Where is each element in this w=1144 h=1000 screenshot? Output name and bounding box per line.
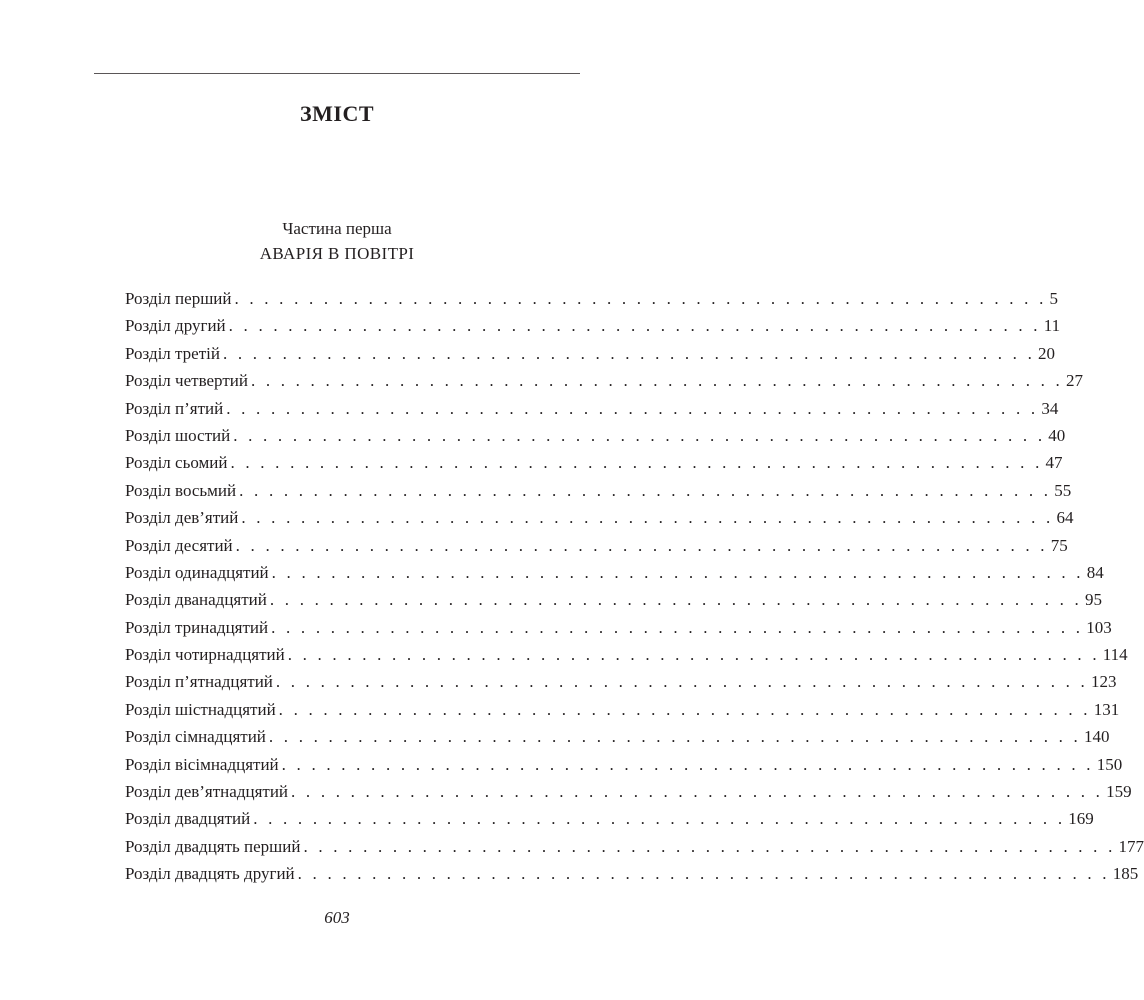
toc-leader: . . . . . . . . . . . . . . . . . . . . . . . . . . . . . . . . . . . . . . . . . . . . . . . . . . . . . . . <box>281 754 1094 774</box>
toc-entry-title: Розділ дев’ятий <box>125 508 239 528</box>
toc-entry-title: Розділ п’ятий <box>125 398 224 418</box>
toc-entry-page: 5 <box>1049 289 1059 308</box>
toc-entry-title: Розділ дванадцятий <box>125 590 267 610</box>
toc-leader: . . . . . . . . . . . . . . . . . . . . . . . . . . . . . . . . . . . . . . . . . . . . . . . . . . . . . . . <box>228 316 1041 336</box>
toc-entry[interactable] <box>125 614 1112 641</box>
toc-leader: . . . . . . . . . . . . . . . . . . . . . . . . . . . . . . . . . . . . . . . . . . . . . . . . . . . . . . . <box>271 617 1084 637</box>
toc-leader: . . . . . . . . . . . . . . . . . . . . . . . . . . . . . . . . . . . . . . . . . . . . . . . . . . . . . . . <box>278 699 1091 719</box>
toc-entry-page: 95 <box>1084 590 1102 610</box>
toc-entry[interactable] <box>125 449 1063 476</box>
toc-entry[interactable] <box>125 860 1139 887</box>
toc-leader: . . . . . . . . . . . . . . . . . . . . . . . . . . . . . . . . . . . . . . . . . . . . . . . . . . . . . . . <box>271 562 1084 582</box>
toc-entry-title: Розділ двадцятий <box>125 809 251 829</box>
toc-entry[interactable] <box>125 668 1117 695</box>
toc-entry-title: Розділ двадцять другий <box>125 864 295 884</box>
toc-entry-page: 75 <box>1050 535 1068 555</box>
toc-entry-page: 20 <box>1038 343 1056 363</box>
toc-entry-title: Розділ чотирнадцятий <box>125 645 285 665</box>
toc-entry[interactable] <box>125 805 1094 832</box>
toc-leader: . . . . . . . . . . . . . . . . . . . . . . . . . . . . . . . . . . . . . . . . . . . . . . . . . . . . . . . <box>275 672 1088 692</box>
toc-entry-page: 84 <box>1086 562 1104 582</box>
toc-entry[interactable] <box>125 395 1059 422</box>
toc-entry-title: Розділ сімнадцятий <box>125 727 266 747</box>
toc-entry[interactable] <box>125 641 1128 668</box>
toc-leader: . . . . . . . . . . . . . . . . . . . . . . . . . . . . . . . . . . . . . . . . . . . . . . . . . . . . . . . <box>297 864 1110 884</box>
toc-entry-page: 40 <box>1048 425 1066 445</box>
toc-leader: . . . . . . . . . . . . . . . . . . . . . . . . . . . . . . . . . . . . . . . . . . . . . . . . . . . . . . . <box>239 480 1052 500</box>
toc-entry-page: 114 <box>1102 645 1128 665</box>
toc-leader: . . . . . . . . . . . . . . . . . . . . . . . . . . . . . . . . . . . . . . . . . . . . . . . . . . . . . . . <box>230 453 1043 473</box>
toc-entry-title: Розділ сьомий <box>125 453 228 473</box>
toc-leader: . . . . . . . . . . . . . . . . . . . . . . . . . . . . . . . . . . . . . . . . . . . . . . . . . . . . . . . <box>235 535 1048 555</box>
toc-entry-title: Розділ шостий <box>125 425 231 445</box>
toc-entry[interactable] <box>125 422 1066 449</box>
page-number: 603 <box>324 908 350 927</box>
toc-entry[interactable] <box>125 532 1068 559</box>
toc-entry-page: 11 <box>1043 316 1061 336</box>
toc-leader: . . . . . . . . . . . . . . . . . . . . . . . . . . . . . . . . . . . . . . . . . . . . . . . . . . . . . . . <box>291 782 1104 802</box>
toc-entry[interactable] <box>125 340 1056 367</box>
toc-entry-page: 150 <box>1096 754 1123 774</box>
toc-entry-page: 34 <box>1041 398 1059 418</box>
toc-entry-page: 140 <box>1083 727 1110 747</box>
toc-leader: . . . . . . . . . . . . . . . . . . . . . . . . . . . . . . . . . . . . . . . . . . . . . . . . . . . . . . . <box>268 727 1081 747</box>
toc-entry-page: 64 <box>1056 508 1074 528</box>
toc-entry-title: Розділ другий <box>125 316 226 336</box>
toc-entry-title: Розділ третій <box>125 343 220 363</box>
toc-leader: . . . . . . . . . . . . . . . . . . . . . . . . . . . . . . . . . . . . . . . . . . . . . . . . . . . . . . . <box>222 343 1036 363</box>
toc-entry[interactable] <box>125 833 1144 860</box>
toc-entry[interactable] <box>125 559 1104 586</box>
toc-leader: . . . . . . . . . . . . . . . . . . . . . . . . . . . . . . . . . . . . . . . . . . . . . . . . . . . . . . . <box>303 836 1116 856</box>
page-title: ЗМІСТ <box>300 101 374 126</box>
toc-leader: . . . . . . . . . . . . . . . . . . . . . . . . . . . . . . . . . . . . . . . . . . . . . . . . . . . . . . . <box>250 371 1064 391</box>
toc-leader: . . . . . . . . . . . . . . . . . . . . . . . . . . . . . . . . . . . . . . . . . . . . . . . . . . . . . . . <box>287 645 1100 665</box>
toc-entry[interactable] <box>125 586 1102 613</box>
toc-entry-page: 185 <box>1112 864 1139 884</box>
part-title: АВАРІЯ В ПОВІТРІ <box>259 244 415 263</box>
toc-entry-title: Розділ тринадцятий <box>125 617 269 637</box>
toc-entry[interactable] <box>125 367 1084 394</box>
toc-entry-page: 103 <box>1086 617 1112 637</box>
table-of-contents <box>125 285 1144 888</box>
toc-leader: . . . . . . . . . . . . . . . . . . . . . . . . . . . . . . . . . . . . . . . . . . . . . . . . . . . . . . . <box>234 289 1047 308</box>
toc-entry-title: Розділ десятий <box>125 535 233 555</box>
toc-entry-title: Розділ дев’ятнадцятий <box>125 782 289 802</box>
toc-leader: . . . . . . . . . . . . . . . . . . . . . . . . . . . . . . . . . . . . . . . . . . . . . . . . . . . . . . . <box>253 809 1066 829</box>
toc-entry[interactable] <box>125 504 1074 531</box>
toc-entry-page: 123 <box>1090 672 1117 692</box>
toc-entry-page: 55 <box>1054 480 1072 500</box>
toc-leader: . . . . . . . . . . . . . . . . . . . . . . . . . . . . . . . . . . . . . . . . . . . . . . . . . . . . . . . <box>233 425 1046 445</box>
toc-entry-title: Розділ двадцять перший <box>125 836 301 856</box>
toc-leader: . . . . . . . . . . . . . . . . . . . . . . . . . . . . . . . . . . . . . . . . . . . . . . . . . . . . . . . <box>226 398 1039 418</box>
toc-entry[interactable] <box>125 696 1120 723</box>
toc-leader: . . . . . . . . . . . . . . . . . . . . . . . . . . . . . . . . . . . . . . . . . . . . . . . . . . . . . . . <box>269 590 1082 610</box>
toc-entry-title: Розділ четвертий <box>125 371 248 391</box>
toc-entry-title: Розділ одинадцятий <box>125 562 269 582</box>
toc-entry[interactable] <box>125 751 1123 778</box>
header-rule <box>94 73 580 74</box>
toc-entry-title: Розділ п’ятнадцятий <box>125 672 273 692</box>
toc-entry-page: 177 <box>1118 836 1144 856</box>
toc-entry[interactable] <box>125 778 1132 805</box>
toc-entry-page: 131 <box>1093 699 1120 719</box>
toc-entry[interactable] <box>125 477 1072 504</box>
toc-entry[interactable] <box>125 285 1059 312</box>
toc-entry[interactable] <box>125 723 1110 750</box>
toc-entry-title: Розділ перший <box>125 289 232 308</box>
toc-leader: . . . . . . . . . . . . . . . . . . . . . . . . . . . . . . . . . . . . . . . . . . . . . . . . . . . . . . . <box>241 508 1054 528</box>
toc-entry-title: Розділ вісімнадцятий <box>125 754 279 774</box>
toc-entry-title: Розділ восьмий <box>125 480 237 500</box>
toc-entry-page: 47 <box>1045 453 1063 473</box>
toc-entry-title: Розділ шістнадцятий <box>125 699 276 719</box>
toc-entry-page: 27 <box>1066 371 1084 391</box>
toc-entry-page: 159 <box>1106 782 1132 802</box>
toc-entry-page: 169 <box>1068 809 1094 829</box>
part-label: Частина перша <box>282 219 392 238</box>
toc-entry[interactable] <box>125 312 1061 339</box>
